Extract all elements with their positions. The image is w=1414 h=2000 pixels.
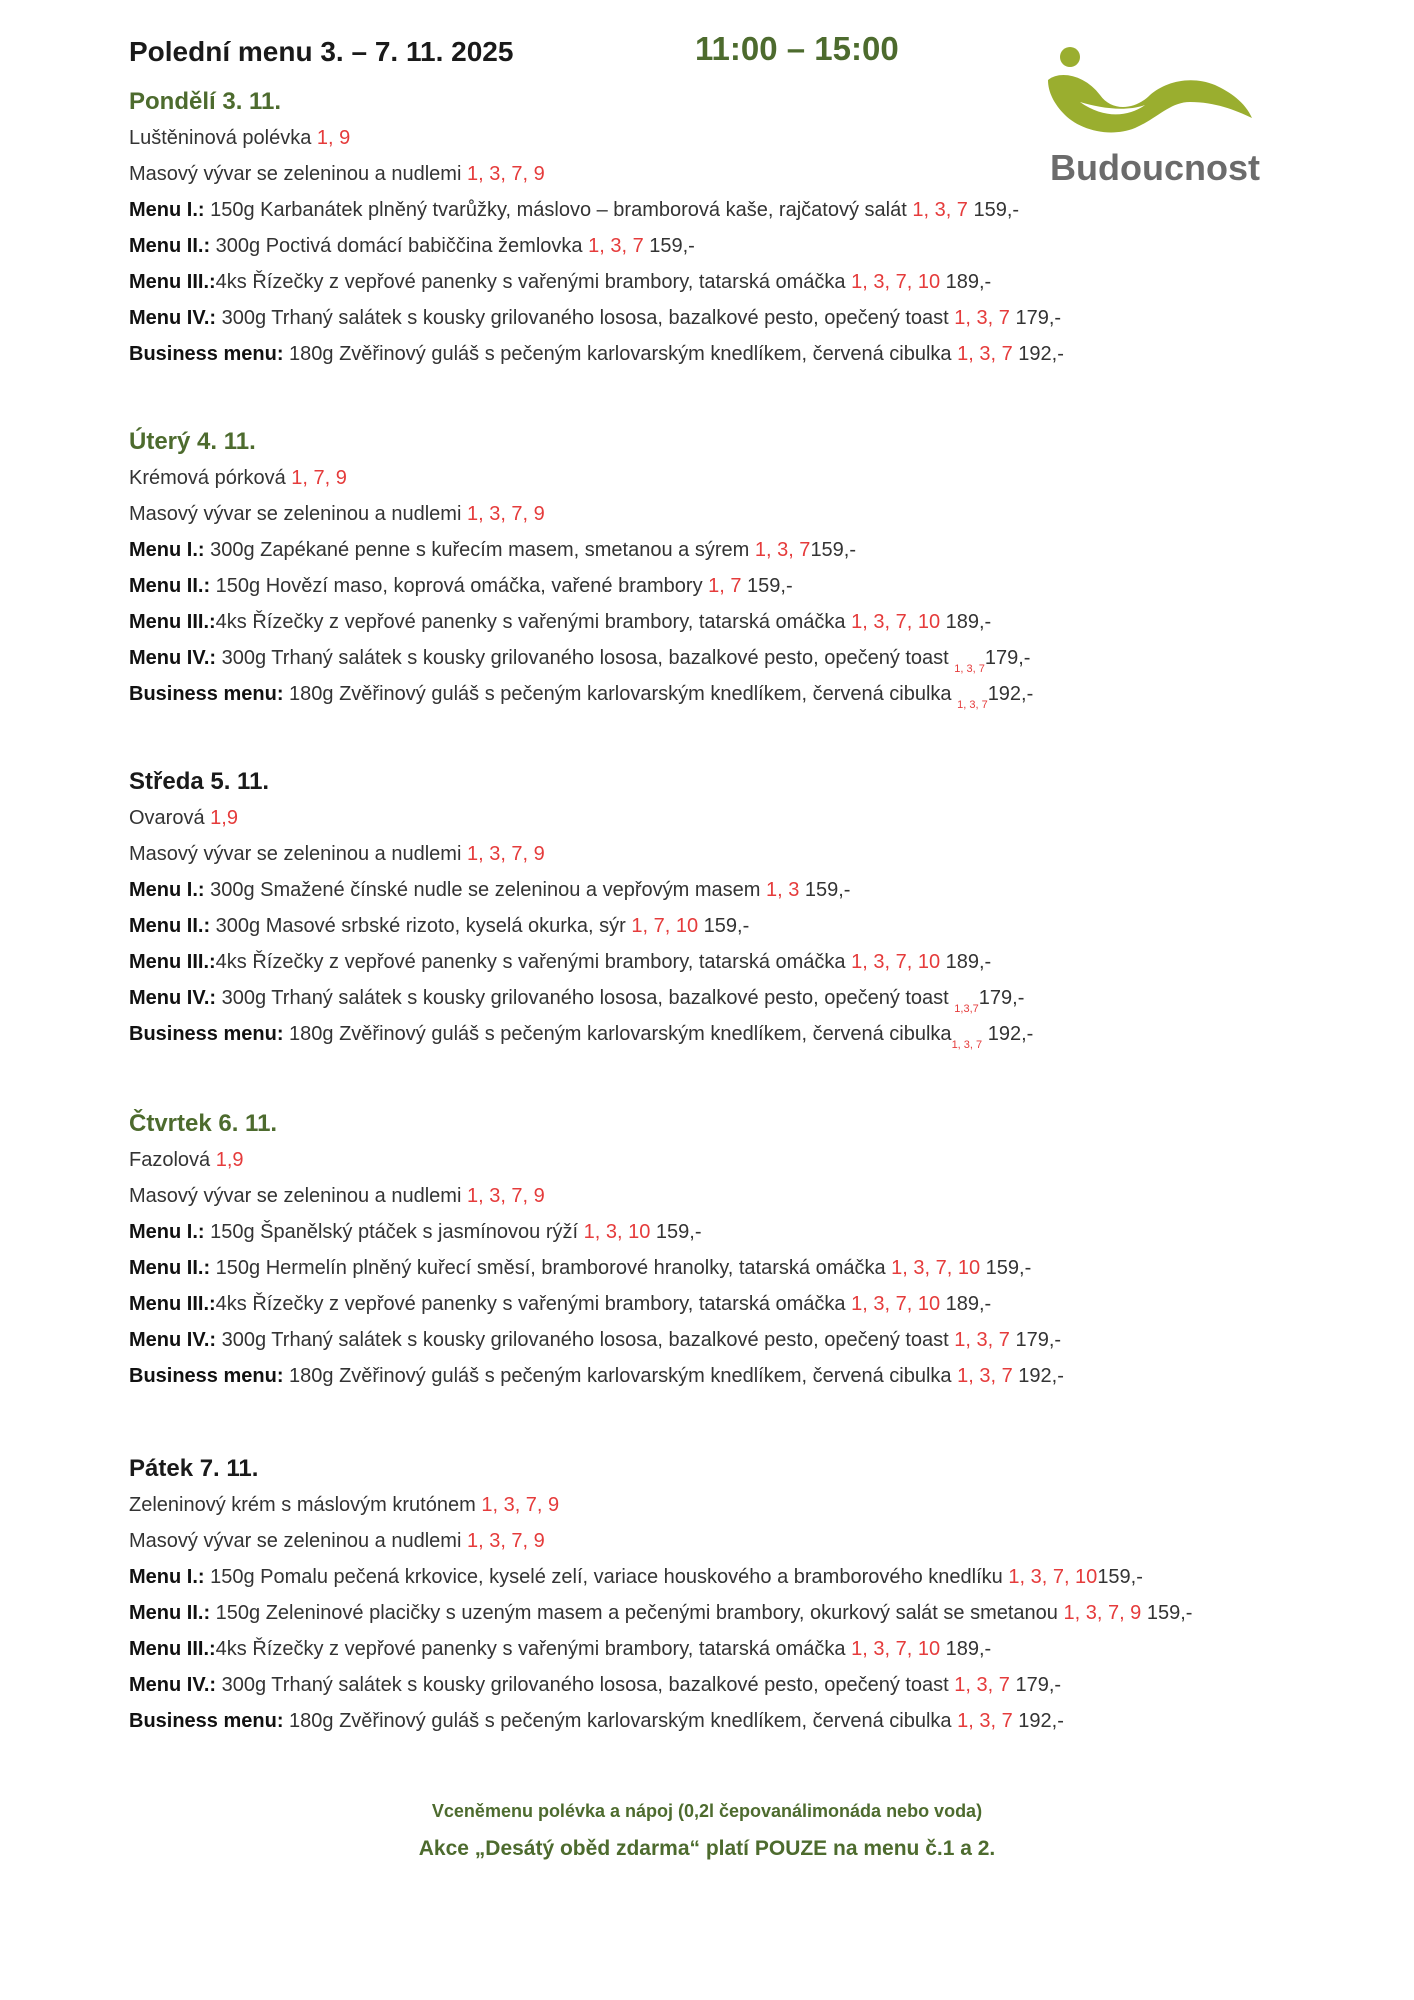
- menu-label: Menu IV.:: [129, 647, 217, 669]
- price: 159,-: [967, 199, 1020, 221]
- menu-label: Menu IV.:: [129, 1674, 217, 1696]
- allergen-codes: 1, 3, 7, 9: [466, 1530, 545, 1552]
- dish-description: 4ks Řízečky z vepřové panenky s vařenými brambory, tatarská omáčka: [215, 951, 852, 973]
- menu-label: Menu III.:: [129, 611, 216, 633]
- soup-item: [129, 800, 1369, 836]
- dish-description: 180g Zvěřinový guláš s pečeným karlovarským knedlíkem, červená cibulka: [283, 1710, 958, 1732]
- allergen-codes: 1, 3, 7, 10: [851, 271, 941, 293]
- price: 192,-: [987, 683, 1034, 705]
- menu-label: Menu III.:: [129, 951, 216, 973]
- menu-label: Business menu:: [129, 1023, 284, 1045]
- menu-label: Business menu:: [129, 1365, 284, 1387]
- allergen-codes: 1, 3, 7, 9: [481, 1494, 560, 1516]
- price: 189,-: [940, 1293, 992, 1315]
- allergen-codes: 1, 3, 7, 9: [466, 843, 545, 865]
- allergen-codes: 1, 3, 7: [954, 1329, 1010, 1351]
- dish-description: 150g Hovězí maso, koprová omáčka, vařené brambory: [210, 575, 709, 597]
- dish-description: 300g Masové srbské rizoto, kyselá okurka, sýr: [210, 915, 632, 937]
- menu-item: [129, 1250, 1369, 1286]
- dish-description: 300g Smažené čínské nudle se zeleninou a vepřovým masem: [204, 879, 766, 901]
- soup-item: [129, 1487, 1369, 1523]
- dish-description: 300g Zapékané penne s kuřecím masem, smetanou a sýrem: [204, 539, 755, 561]
- price: 179,-: [1009, 1329, 1062, 1351]
- price: 179,-: [1009, 1674, 1062, 1696]
- dish-description: 150g Karbanátek plněný tvarůžky, máslovo – bramborová kaše, rajčatový salát: [204, 199, 913, 221]
- dish-description: 180g Zvěřinový guláš s pečeným karlovarským knedlíkem, červená cibulka: [283, 343, 958, 365]
- allergen-codes: 1, 3: [765, 879, 800, 901]
- price: 192,-: [982, 1023, 1034, 1045]
- dish-description: Masový vývar se zeleninou a nudlemi: [129, 1185, 467, 1207]
- dish-description: 150g Zeleninové placičky s uzeným masem a pečenými brambory, okurkový salát se smetanou: [210, 1602, 1064, 1624]
- menu-label: Menu IV.:: [129, 307, 217, 329]
- allergen-codes: 1, 3, 7: [954, 307, 1010, 329]
- price: 159,-: [1141, 1602, 1193, 1624]
- allergen-codes: 1, 7: [708, 575, 742, 597]
- price: 189,-: [940, 271, 992, 293]
- price: 159,-: [810, 539, 857, 561]
- soup-item: [129, 1523, 1369, 1559]
- day-heading: Pátek 7. 11.: [129, 1455, 259, 1482]
- dish-description: 180g Zvěřinový guláš s pečeným karlovarským knedlíkem, červená cibulka: [283, 683, 958, 705]
- allergen-codes: 1, 3, 7, 10: [891, 1257, 981, 1279]
- price: 159,-: [650, 1221, 702, 1243]
- opening-hours: 11:00 – 15:00: [695, 30, 899, 67]
- price: 192,-: [1012, 1710, 1064, 1732]
- dish-description: Ovarová: [129, 807, 211, 829]
- menu-item: [129, 872, 1369, 908]
- menu-label: Menu II.:: [129, 1602, 211, 1624]
- menu-item: [129, 264, 1369, 300]
- allergen-codes: 1, 3, 7, 10: [851, 611, 941, 633]
- menu-label: Menu III.:: [129, 1293, 216, 1315]
- day-section: [129, 88, 1369, 372]
- dish-description: Zeleninový krém s máslovým krutónem: [129, 1494, 482, 1516]
- allergen-codes: 1, 3, 7: [912, 199, 968, 221]
- dish-description: 4ks Řízečky z vepřové panenky s vařenými brambory, tatarská omáčka: [215, 1638, 852, 1660]
- day-heading: Čtvrtek 6. 11.: [129, 1110, 278, 1137]
- dish-description: Masový vývar se zeleninou a nudlemi: [129, 163, 467, 185]
- logo-head-circle: [1060, 47, 1080, 67]
- allergen-codes: 1, 3, 7: [954, 1674, 1010, 1696]
- allergen-codes: 1, 7, 9: [291, 467, 347, 489]
- soup-item: [129, 1142, 1369, 1178]
- menu-item: [129, 336, 1369, 372]
- allergen-codes: 1, 3, 7, 9: [466, 1185, 545, 1207]
- allergen-codes: 1, 9: [316, 127, 351, 149]
- soup-item: [129, 156, 1369, 192]
- dish-description: Masový vývar se zeleninou a nudlemi: [129, 503, 467, 525]
- dish-description: Luštěninová polévka: [129, 127, 317, 149]
- day-heading: Úterý 4. 11.: [129, 428, 256, 455]
- price: 179,-: [1009, 307, 1062, 329]
- allergen-codes: 1, 3, 7: [951, 1039, 983, 1051]
- dish-description: 150g Pomalu pečená krkovice, kyselé zelí, variace houskového a bramborového knedlíku: [204, 1566, 1009, 1588]
- dish-description: 4ks Řízečky z vepřové panenky s vařenými brambory, tatarská omáčka: [215, 271, 852, 293]
- menu-label: Menu I.:: [129, 539, 205, 561]
- dish-description: Masový vývar se zeleninou a nudlemi: [129, 1530, 467, 1552]
- allergen-codes: 1, 3, 7, 10: [1008, 1566, 1098, 1588]
- menu-label: Menu I.:: [129, 879, 205, 901]
- allergen-codes: 1, 3, 7: [957, 699, 988, 711]
- allergen-codes: 1, 3, 10: [583, 1221, 651, 1243]
- menu-item: [129, 1631, 1369, 1667]
- soup-item: [129, 1178, 1369, 1214]
- menu-item: [129, 1214, 1369, 1250]
- dish-description: Krémová pórková: [129, 467, 292, 489]
- soup-item: [129, 836, 1369, 872]
- allergen-codes: 1,3,7: [954, 1003, 979, 1015]
- menu-item: [129, 1286, 1369, 1322]
- price: 179,-: [978, 987, 1025, 1009]
- page-title: Polední menu 3. – 7. 11. 2025: [129, 36, 514, 67]
- day-section: [129, 428, 1369, 712]
- menu-label: Menu I.:: [129, 199, 205, 221]
- menu-item: [129, 640, 1369, 676]
- menu-label: Menu II.:: [129, 915, 211, 937]
- menu-label: Business menu:: [129, 343, 284, 365]
- menu-item: [129, 1322, 1369, 1358]
- day-section: [129, 768, 1369, 1052]
- dish-description: 300g Trhaný salátek s kousky grilovaného lososa, bazalkové pesto, opečený toast: [216, 647, 955, 669]
- menu-label: Menu I.:: [129, 1566, 205, 1588]
- price: 192,-: [1012, 343, 1064, 365]
- menu-item: [129, 532, 1369, 568]
- menu-label: Menu II.:: [129, 235, 211, 257]
- soup-item: [129, 496, 1369, 532]
- soup-item: [129, 120, 1369, 156]
- allergen-codes: 1, 3, 7: [957, 1365, 1013, 1387]
- day-heading: Středa 5. 11.: [129, 768, 270, 795]
- menu-item: [129, 676, 1369, 712]
- dish-description: 4ks Řízečky z vepřové panenky s vařenými brambory, tatarská omáčka: [215, 1293, 852, 1315]
- soup-item: [129, 460, 1369, 496]
- dish-description: Masový vývar se zeleninou a nudlemi: [129, 843, 467, 865]
- dish-description: Fazolová: [129, 1149, 216, 1171]
- allergen-codes: 1, 3, 7, 10: [851, 951, 941, 973]
- dish-description: 300g Trhaný salátek s kousky grilovaného lososa, bazalkové pesto, opečený toast: [216, 1329, 955, 1351]
- menu-label: Menu III.:: [129, 1638, 216, 1660]
- dish-description: 180g Zvěřinový guláš s pečeným karlovarským knedlíkem, červená cibulka: [283, 1365, 958, 1387]
- price: 192,-: [1012, 1365, 1064, 1387]
- day-section: [129, 1110, 1369, 1394]
- price: 159,-: [741, 575, 793, 597]
- menu-item: [129, 1016, 1369, 1052]
- price: 159,-: [799, 879, 851, 901]
- menu-label: Business menu:: [129, 1710, 284, 1732]
- allergen-codes: 1,9: [215, 1149, 244, 1171]
- menu-item: [129, 1595, 1369, 1631]
- dish-description: 300g Trhaný salátek s kousky grilovaného lososa, bazalkové pesto, opečený toast: [216, 1674, 955, 1696]
- allergen-codes: 1, 3, 7: [588, 235, 644, 257]
- price: 159,-: [1097, 1566, 1143, 1588]
- day-heading: Pondělí 3. 11.: [129, 88, 282, 115]
- allergen-codes: 1, 3, 7: [957, 343, 1013, 365]
- dish-description: 150g Hermelín plněný kuřecí směsí, bramborové hranolky, tatarská omáčka: [210, 1257, 892, 1279]
- dish-description: 4ks Řízečky z vepřové panenky s vařenými brambory, tatarská omáčka: [215, 611, 852, 633]
- price: 179,-: [984, 647, 1031, 669]
- allergen-codes: 1, 3, 7: [954, 663, 985, 675]
- menu-label: Business menu:: [129, 683, 284, 705]
- allergen-codes: 1, 3, 7: [957, 1710, 1013, 1732]
- menu-item: [129, 192, 1369, 228]
- dish-description: 180g Zvěřinový guláš s pečeným karlovarským knedlíkem, červená cibulka: [283, 1023, 952, 1045]
- allergen-codes: 1, 3, 7: [754, 539, 811, 561]
- menu-item: [129, 300, 1369, 336]
- allergen-codes: 1,9: [210, 807, 238, 829]
- day-section: [129, 1455, 1369, 1739]
- menu-item: [129, 1667, 1369, 1703]
- menu-label: Menu IV.:: [129, 987, 217, 1009]
- menu-item: [129, 568, 1369, 604]
- price: 159,-: [980, 1257, 1032, 1279]
- price: 189,-: [940, 611, 992, 633]
- menu-label: Menu III.:: [129, 271, 216, 293]
- menu-label: Menu II.:: [129, 575, 211, 597]
- menu-label: Menu II.:: [129, 1257, 211, 1279]
- menu-item: [129, 1703, 1369, 1739]
- price: 159,-: [643, 235, 695, 257]
- allergen-codes: 1, 3, 7, 10: [851, 1293, 941, 1315]
- allergen-codes: 1, 3, 7, 10: [851, 1638, 941, 1660]
- menu-item: [129, 1559, 1369, 1595]
- dish-description: 300g Poctivá domácí babiččina žemlovka: [210, 235, 589, 257]
- price: 189,-: [940, 951, 992, 973]
- price: 189,-: [940, 1638, 992, 1660]
- menu-item: [129, 228, 1369, 264]
- allergen-codes: 1, 3, 7, 9: [466, 163, 545, 185]
- dish-description: 300g Trhaný salátek s kousky grilovaného lososa, bazalkové pesto, opečený toast: [216, 987, 955, 1009]
- menu-item: [129, 1358, 1369, 1394]
- menu-item: [129, 604, 1369, 640]
- allergen-codes: 1, 3, 7, 9: [466, 503, 545, 525]
- allergen-codes: 1, 3, 7, 9: [1063, 1602, 1142, 1624]
- footer-promo: Akce „Desátý oběd zdarma“ platí POUZE na menu č.1 a 2.: [418, 1837, 996, 1860]
- footer-note: Vceněmenu polévka a nápoj (0,2l čepovanálimonáda nebo voda): [431, 1801, 983, 1821]
- logo-text: Budoucnost: [1050, 147, 1260, 188]
- price: 159,-: [698, 915, 750, 937]
- menu-item: [129, 980, 1369, 1016]
- menu-label: Menu I.:: [129, 1221, 205, 1243]
- dish-description: 300g Trhaný salátek s kousky grilovaného lososa, bazalkové pesto, opečený toast: [216, 307, 955, 329]
- dish-description: 150g Španělský ptáček s jasmínovou rýží: [204, 1221, 584, 1243]
- menu-item: [129, 908, 1369, 944]
- menu-item: [129, 944, 1369, 980]
- menu-label: Menu IV.:: [129, 1329, 217, 1351]
- allergen-codes: 1, 7, 10: [631, 915, 699, 937]
